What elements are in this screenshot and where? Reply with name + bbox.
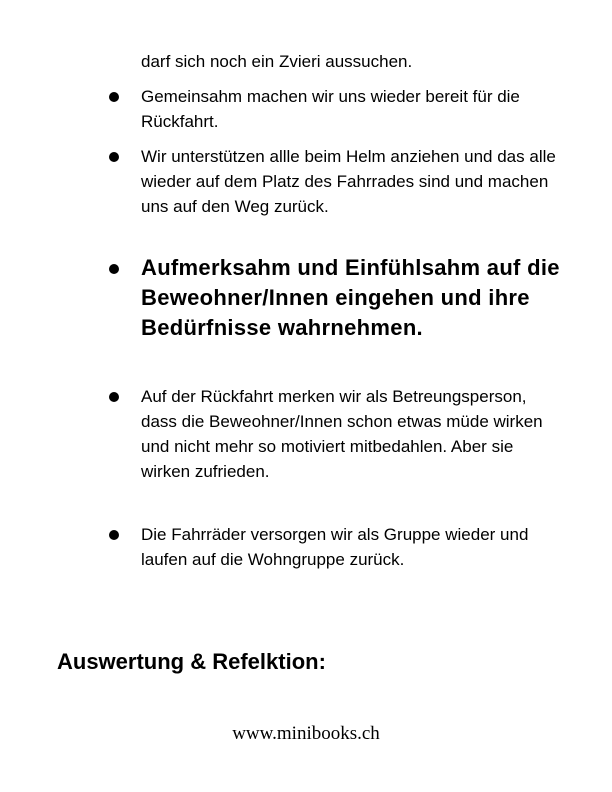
bullet-text-bold: Aufmerksahm und Einfühlsahm auf die Beweohner/Innen eingehen und ihre Bedürfnisse wahrnehmen. bbox=[141, 255, 560, 340]
bullet-text: Gemeinsahm machen wir uns wieder bereit für die Rückfahrt. bbox=[141, 87, 520, 131]
continuation-paragraph: darf sich noch ein Zvieri aussuchen. bbox=[141, 52, 413, 71]
bullet-dot-icon bbox=[109, 392, 119, 402]
bullet-text: Auf der Rückfahrt merken wir als Betreungsperson, dass die Beweohner/Innen schon etwas müde wirken und nicht mehr so motiviert mitbedahlen. Aber sie wirken zufrieden. bbox=[141, 387, 543, 481]
bullet-dot-icon bbox=[109, 92, 119, 102]
bullet-text: Wir unterstützen allle beim Helm anziehen und das alle wieder auf dem Platz des Fahrrades sind und machen uns auf den Weg zurück. bbox=[141, 147, 556, 216]
section-heading: Auswertung & Refelktion: bbox=[57, 649, 326, 674]
bullet-dot-icon bbox=[109, 264, 119, 274]
footer-url: www.minibooks.ch bbox=[232, 723, 380, 744]
bullet-text: Die Fahrräder versorgen wir als Gruppe wieder und laufen auf die Wohngruppe zurück. bbox=[141, 525, 529, 569]
bullet-dot-icon bbox=[109, 530, 119, 540]
bullet-dot-icon bbox=[109, 152, 119, 162]
